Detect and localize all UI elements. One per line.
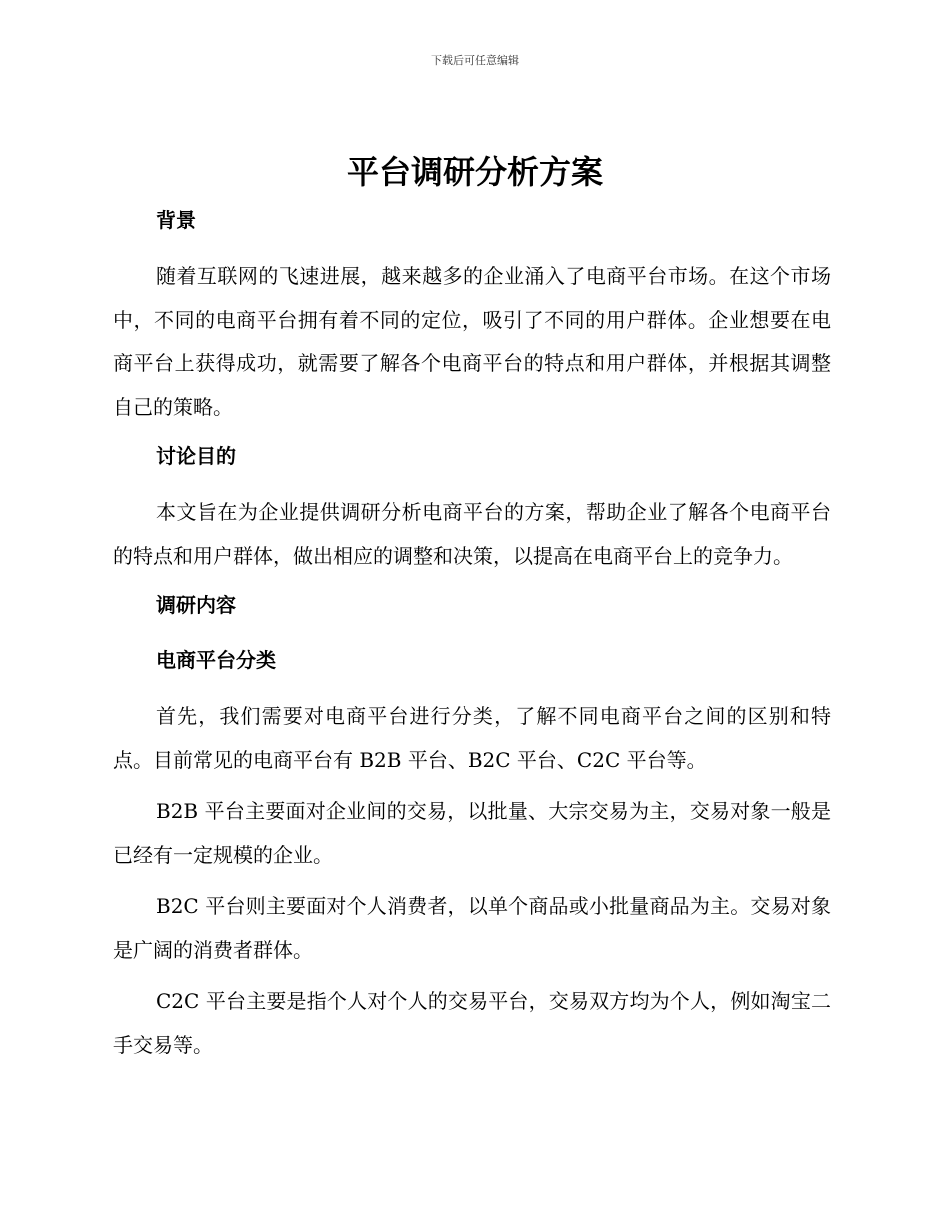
section-heading-content: 调研内容 bbox=[156, 593, 236, 617]
section-heading-background: 背景 bbox=[156, 208, 196, 232]
section-heading-classification: 电商平台分类 bbox=[156, 648, 276, 672]
page-header-note: 下载后可任意编辑 bbox=[431, 54, 519, 67]
paragraph-purpose: 本文旨在为企业提供调研分析电商平台的方案，帮助企业了解各个电商平台的特点和用户群体，做出相应的调整和决策，以提高在电商平台上的竞争力。 bbox=[113, 500, 831, 568]
paragraph-c2c: C2C 平台主要是指个人对个人的交易平台，交易双方均为个人，例如淘宝二手交易等。 bbox=[113, 989, 831, 1057]
document-body bbox=[113, 205, 831, 1067]
document-title: 平台调研分析方案 bbox=[346, 153, 603, 191]
paragraph-classification-intro: 首先，我们需要对电商平台进行分类，了解不同电商平台之间的区别和特点。目前常见的电商平台有 B2B 平台、B2C 平台、C2C 平台等。 bbox=[113, 704, 831, 772]
paragraph-background: 随着互联网的飞速进展，越来越多的企业涌入了电商平台市场。在这个市场中，不同的电商平台拥有着不同的定位，吸引了不同的用户群体。企业想要在电商平台上获得成功，就需要了解各个电商平台的特点和用户群体，并根据其调整自己的策略。 bbox=[113, 264, 831, 419]
paragraph-b2b: B2B 平台主要面对企业间的交易，以批量、大宗交易为主，交易对象一般是已经有一定规模的企业。 bbox=[113, 799, 831, 867]
section-heading-purpose: 讨论目的 bbox=[156, 444, 236, 468]
paragraph-b2c: B2C 平台则主要面对个人消费者，以单个商品或小批量商品为主。交易对象是广阔的消费者群体。 bbox=[113, 894, 831, 962]
